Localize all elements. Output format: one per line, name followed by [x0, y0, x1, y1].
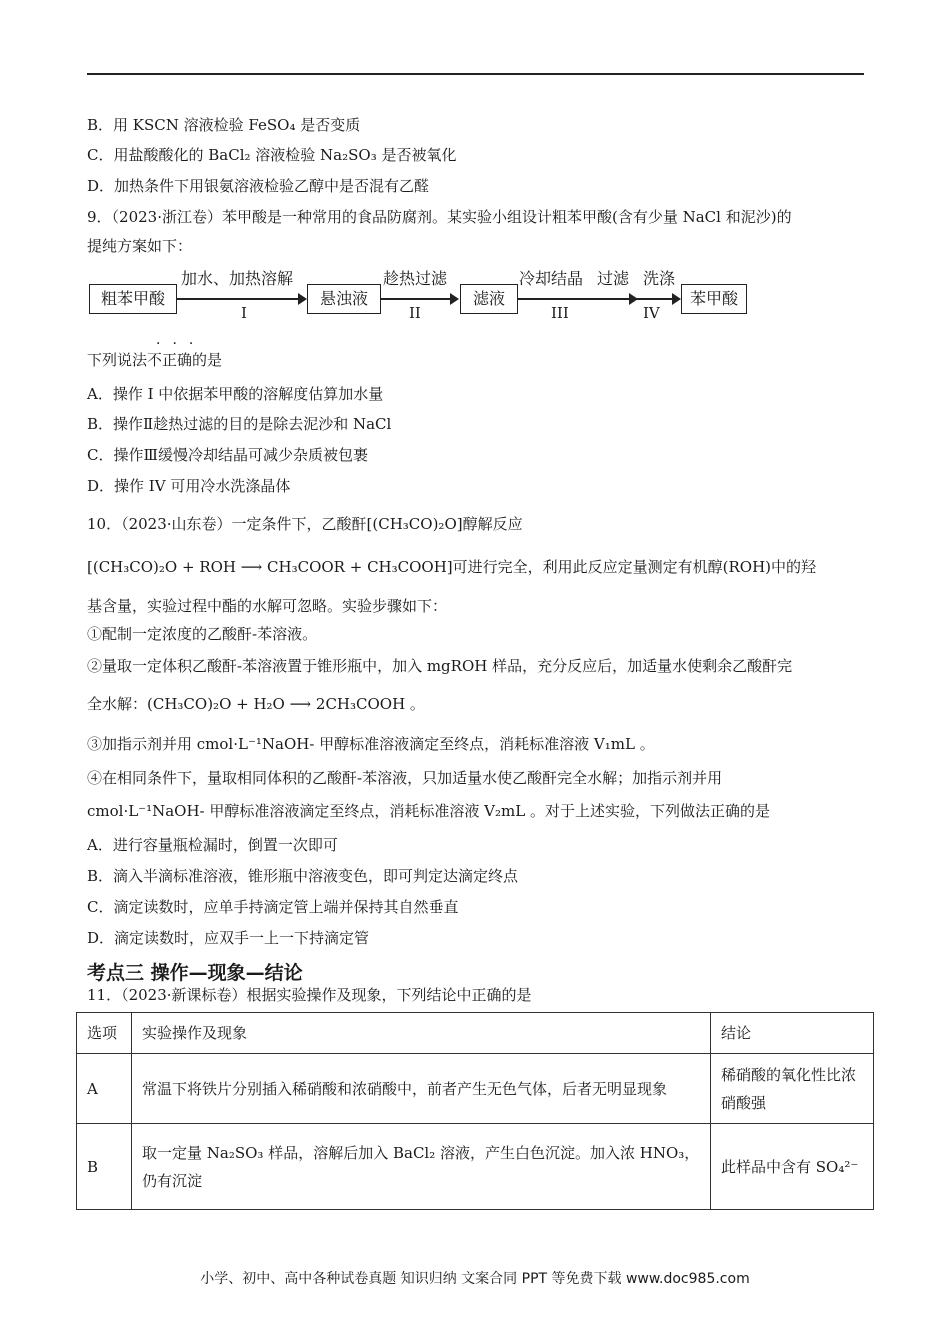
table-header-row — [77, 1013, 874, 1054]
flow-box-benzoic-acid: 苯甲酸 — [681, 284, 747, 314]
flow-label-wash: 洗涤 — [643, 269, 676, 288]
option-d-q10: D．滴定读数时，应双手一上一下持滴定管 — [87, 929, 370, 947]
row-a-conclusion: 稀硝酸的氧化性比浓硝酸强 — [711, 1054, 874, 1124]
header-conclusion: 结论 — [711, 1013, 874, 1054]
option-c-q9: C．操作Ⅲ缓慢冷却结晶可减少杂质被包裹 — [87, 446, 368, 464]
option-a-q9: A．操作 I 中依据苯甲酸的溶解度估算加水量 — [87, 385, 384, 403]
question-9-stem: 下列说法不正确的是 — [87, 351, 223, 369]
experiment-table — [76, 1012, 874, 1210]
question-10-step4b: cmol·L⁻¹NaOH- 甲醇标准溶液滴定至终点，消耗标准溶液 V₂mL 。对于上述实验，下列做法正确的是 — [87, 802, 770, 820]
flow-arrow-3 — [518, 298, 636, 300]
question-10-step1: ①配制一定浓度的乙酸酐-苯溶液。 — [87, 625, 318, 643]
header-operation: 实验操作及现象 — [132, 1013, 711, 1054]
flow-box-filtrate: 滤液 — [460, 284, 518, 314]
header-option: 选项 — [77, 1013, 132, 1054]
row-b-operation: 取一定量 Na₂SO₃ 样品，溶解后加入 BaCl₂ 溶液，产生白色沉淀。加入浓 HNO₃，仍有沉淀 — [132, 1124, 711, 1210]
flow-arrow-2 — [381, 298, 457, 300]
question-10-step2a: ②量取一定体积乙酸酐-苯溶液置于锥形瓶中，加入 mgROH 样品，充分反应后，加适量水使剩余乙酸酐完 — [87, 657, 793, 675]
question-11: 11．（2023·新课标卷）根据实验操作及现象，下列结论中正确的是 — [87, 986, 532, 1004]
option-b-q9: B．操作Ⅱ趁热过滤的目的是除去泥沙和 NaCl — [87, 415, 392, 433]
option-a-q10: A．进行容量瓶检漏时，倒置一次即可 — [87, 836, 338, 854]
question-10-line3: 基含量，实验过程中酯的水解可忽略。实验步骤如下： — [87, 597, 448, 615]
option-c-q8: C．用盐酸酸化的 BaCl₂ 溶液检验 Na₂SO₃ 是否被氧化 — [87, 146, 457, 164]
flow-step-ii: II — [409, 304, 421, 322]
table-row — [77, 1054, 874, 1124]
header-rule — [87, 73, 864, 75]
flow-step-i: I — [241, 304, 247, 322]
option-d-q9: D．操作 IV 可用冷水洗涤晶体 — [87, 477, 291, 495]
flow-box-crude-benzoic-acid: 粗苯甲酸 — [89, 284, 177, 314]
flow-arrow-4 — [636, 298, 679, 300]
option-c-q10: C．滴定读数时，应单手持滴定管上端并保持其自然垂直 — [87, 898, 459, 916]
question-10-line1: 10．（2023·山东卷）一定条件下，乙酸酐[(CH₃CO)₂O]醇解反应 — [87, 515, 523, 533]
section-heading: 考点三 操作—现象—结论 — [87, 962, 303, 984]
question-9-line1: 9．（2023·浙江卷）苯甲酸是一种常用的食品防腐剂。某实验小组设计粗苯甲酸(含有少量 NaCl 和泥沙)的 — [87, 208, 792, 226]
flow-arrow-1 — [177, 298, 305, 300]
emphasis-dots: ··· — [156, 336, 206, 352]
flow-label-filter: 过滤 — [597, 269, 630, 288]
flow-label-hot-filter: 趁热过滤 — [383, 269, 448, 288]
option-d-q8: D．加热条件下用银氨溶液检验乙醇中是否混有乙醛 — [87, 177, 430, 195]
flow-label-crystallize: 冷却结晶 — [519, 269, 584, 288]
row-b-conclusion: 此样品中含有 SO₄²⁻ — [711, 1124, 874, 1210]
question-9-line2: 提纯方案如下： — [87, 237, 193, 255]
option-b-q8: B．用 KSCN 溶液检验 FeSO₄ 是否变质 — [87, 116, 361, 134]
flow-step-iii: III — [551, 304, 569, 322]
question-10-step2b: 全水解：(CH₃CO)₂O + H₂O ⟶ 2CH₃COOH 。 — [87, 695, 425, 713]
question-10-step3: ③加指示剂并用 cmol·L⁻¹NaOH- 甲醇标准溶液滴定至终点，消耗标准溶液 V₁mL 。 — [87, 735, 655, 753]
row-a-operation: 常温下将铁片分别插入稀硝酸和浓硝酸中，前者产生无色气体，后者无明显现象 — [132, 1054, 711, 1124]
page-footer: 小学、初中、高中各种试卷真题 知识归纳 文案合同 PPT 等免费下载 www.doc985.com — [200, 1271, 750, 1287]
question-10-line2: [(CH₃CO)₂O + ROH ⟶ CH₃COOR + CH₃COOH]可进行完全，利用此反应定量测定有机醇(ROH)中的羟 — [87, 558, 817, 576]
flow-step-iv: IV — [643, 304, 660, 322]
row-b-option: B — [77, 1124, 132, 1210]
table-row — [77, 1124, 874, 1210]
flow-box-suspension: 悬浊液 — [307, 284, 381, 314]
row-a-option: A — [77, 1054, 132, 1124]
flow-label-dissolve: 加水、加热溶解 — [181, 269, 294, 288]
option-b-q10: B．滴入半滴标准溶液，锥形瓶中溶液变色，即可判定达滴定终点 — [87, 867, 519, 885]
question-10-step4a: ④在相同条件下，量取相同体积的乙酸酐-苯溶液，只加适量水使乙酸酐完全水解；加指示剂并用 — [87, 769, 723, 787]
